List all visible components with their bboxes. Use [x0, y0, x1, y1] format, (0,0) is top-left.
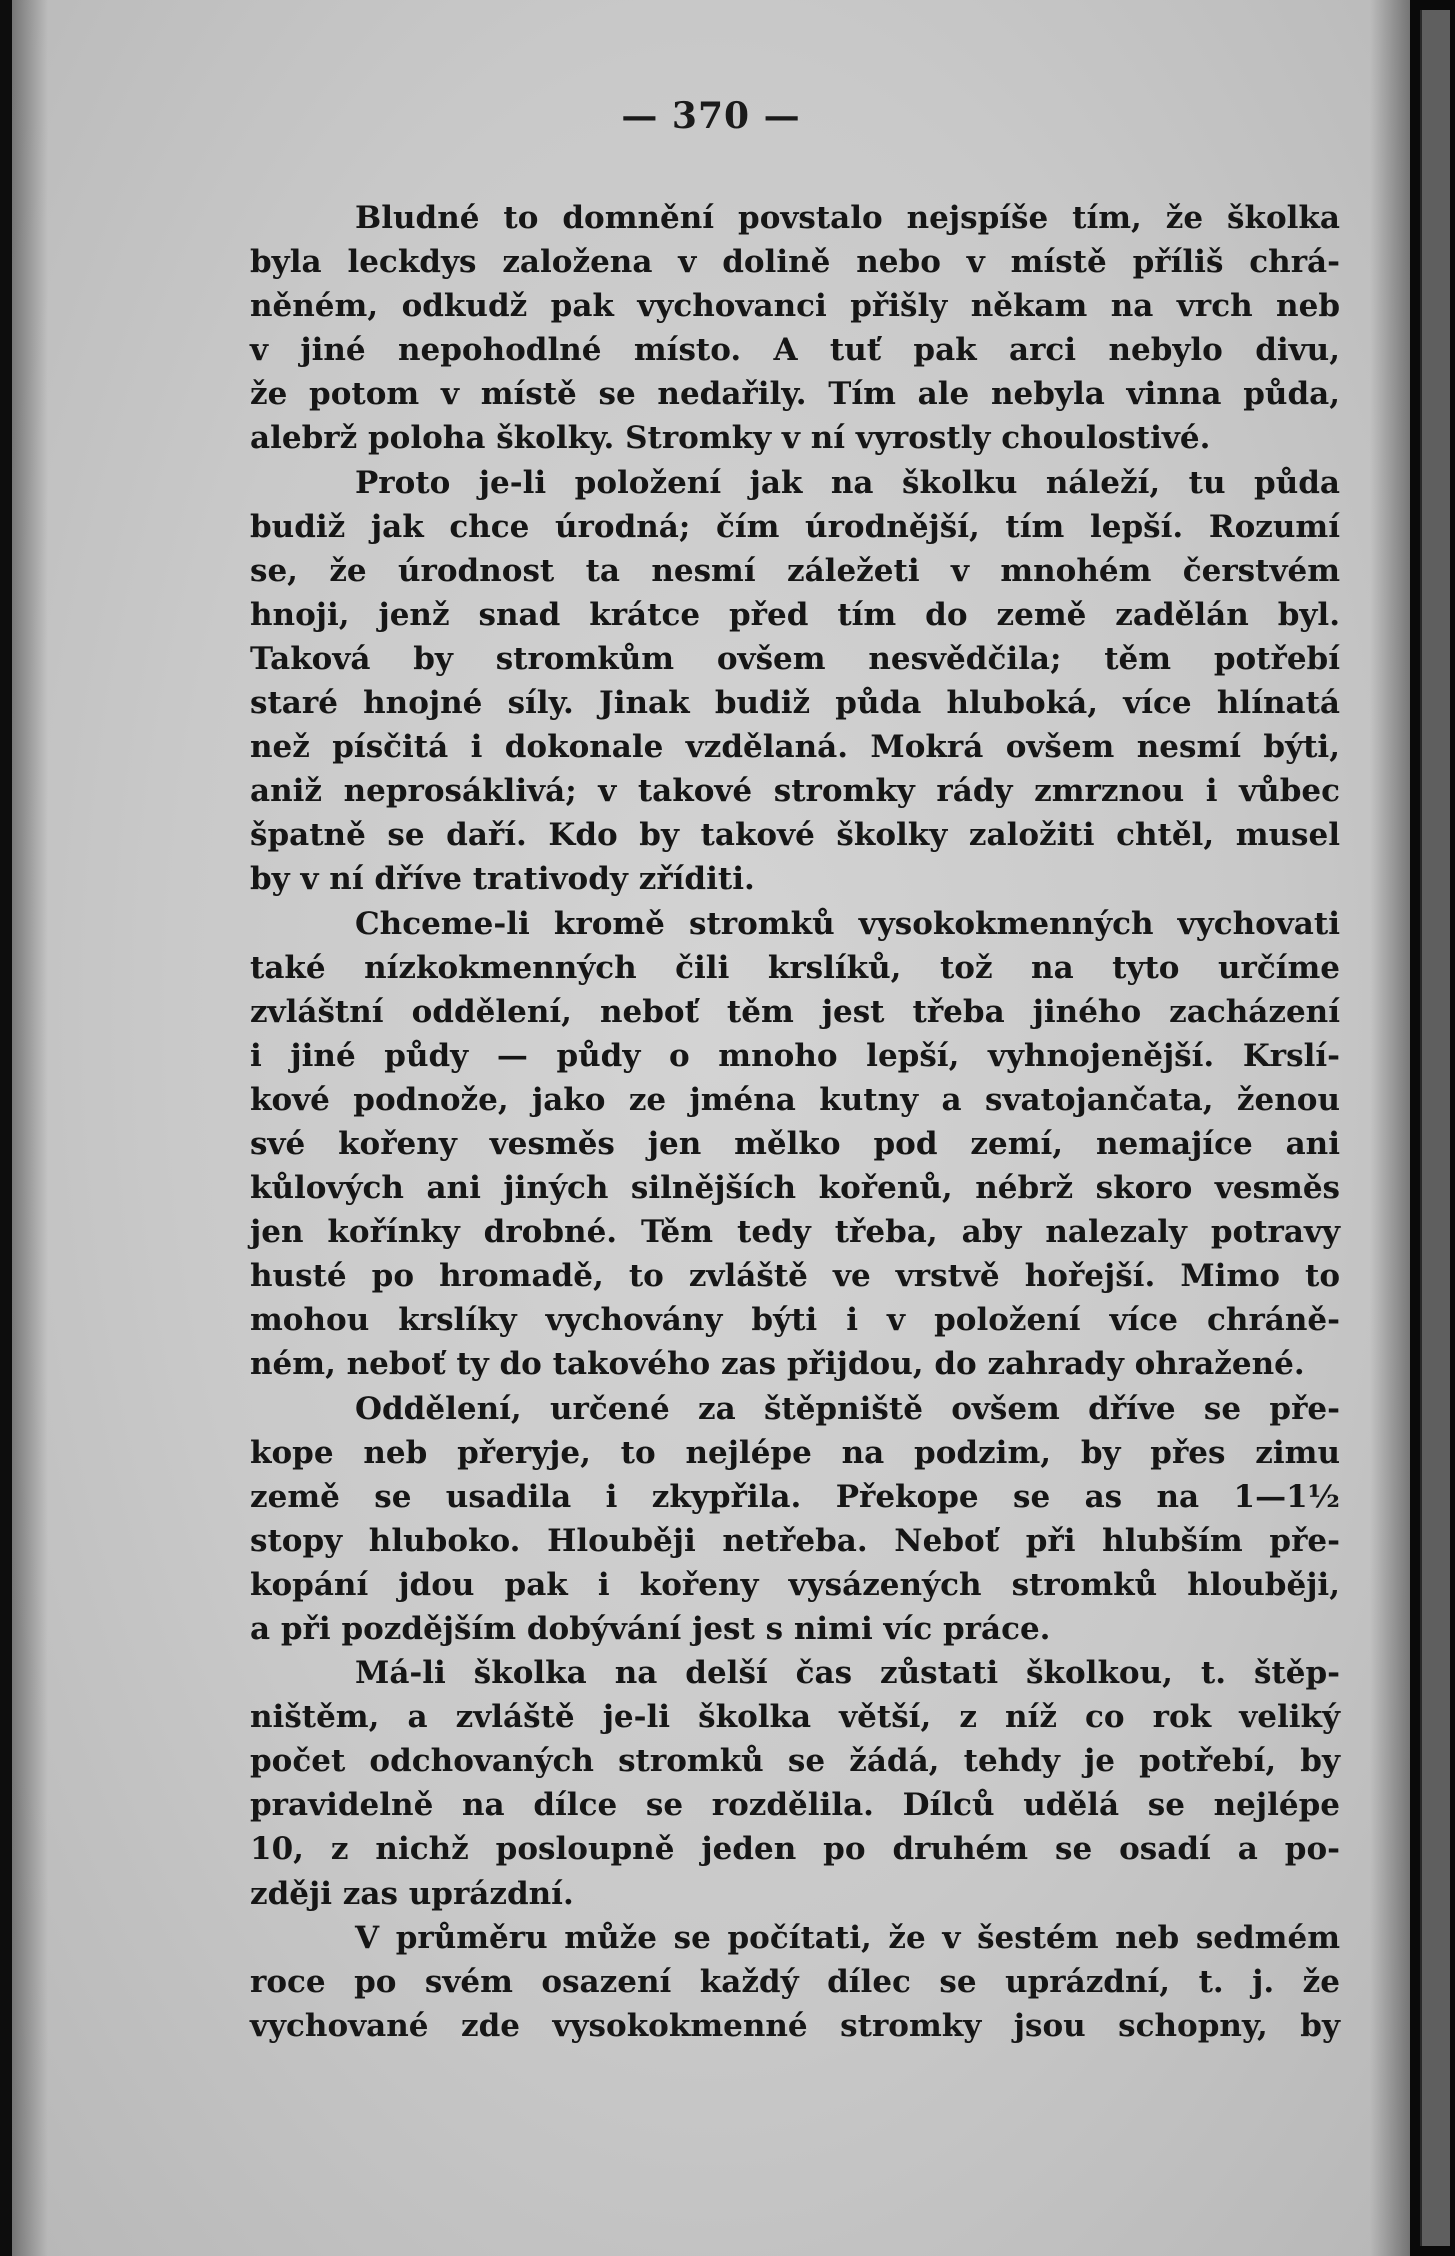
text-line: aniž neprosáklivá; v takové stromky rády zmrznou i vůbec — [250, 773, 1340, 810]
body-text — [250, 196, 1340, 2048]
text-line: také nízkokmenných čili krslíků, tož na tyto určíme — [250, 949, 1340, 986]
text-line: počet odchovaných stromků se žádá, tehdy je potřebí, by — [250, 1743, 1340, 1780]
text-line: 10, z nichž posloupně jeden po druhém se osadí a po- — [250, 1831, 1340, 1868]
text-line: alebrž poloha školky. Stromky v ní vyrostly choulostivé. — [250, 420, 1211, 457]
text-line: zději zas uprázdní. — [250, 1875, 574, 1912]
page-shadow-right — [1370, 0, 1410, 2256]
text-line: zvláštní oddělení, neboť těm jest třeba jiného zacházení — [250, 993, 1340, 1030]
text-line: špatně se daří. Kdo by takové školky založiti chtěl, musel — [250, 817, 1340, 854]
text-line: V průměru může se počítati, že v šestém neb sedmém — [355, 1919, 1340, 1956]
text-line: Oddělení, určené za štěpniště ovšem dříve se pře- — [355, 1390, 1340, 1427]
text-line: ném, neboť ty do takového zas přijdou, do zahrady ohražené. — [250, 1346, 1305, 1383]
text-line: že potom v místě se nedařily. Tím ale nebyla vinna půda, — [250, 376, 1340, 413]
text-line: v jiné nepohodlné místo. A tuť pak arci nebylo divu, — [250, 332, 1340, 369]
text-line: Má-li školka na delší čas zůstati školkou, t. štěp- — [355, 1655, 1340, 1692]
text-line: mohou krslíky vychovány býti i v položení více chráně- — [250, 1302, 1340, 1339]
text-line: země se usadila i zkypřila. Překope se as na 1—1½ — [250, 1478, 1340, 1515]
text-line: Chceme-li kromě stromků vysokokmenných vychovati — [355, 905, 1340, 942]
text-line: kové podnože, jako ze jména kutny a svatojančata, ženou — [250, 1081, 1340, 1118]
text-line: i jiné půdy — půdy o mnoho lepší, vyhnojenější. Krslí- — [250, 1037, 1340, 1074]
text-line: ništěm, a zvláště je-li školka větší, z níž co rok veliký — [250, 1699, 1340, 1736]
text-line: Proto je-li položení jak na školku náleží, tu půda — [355, 464, 1340, 501]
text-line: jen kořínky drobné. Těm tedy třeba, aby nalezaly potravy — [250, 1214, 1340, 1251]
adjacent-page-edge — [1410, 0, 1455, 2256]
book-page — [12, 0, 1410, 2256]
page-number: — 370 — — [621, 95, 801, 137]
text-line: něném, odkudž pak vychovanci přišly někam na vrch neb — [250, 288, 1340, 325]
text-line: Taková by stromkům ovšem nesvědčila; těm potřebí — [250, 640, 1340, 677]
text-line: pravidelně na dílce se rozdělila. Dílců udělá se nejlépe — [250, 1787, 1340, 1824]
page-shadow-left — [12, 0, 48, 2256]
text-line: stopy hluboko. Hlouběji netřeba. Neboť při hlubším pře- — [250, 1522, 1340, 1559]
text-line: Bludné to domnění povstalo nejspíše tím, že školka — [355, 200, 1340, 236]
text-line: své kořeny vesměs jen mělko pod zemí, nemajíce ani — [250, 1125, 1340, 1162]
text-line: kůlových ani jiných silnějších kořenů, nébrž skoro vesměs — [250, 1170, 1340, 1207]
text-line: vychované zde vysokokmenné stromky jsou schopny, by — [250, 2007, 1340, 2044]
text-line: než písčitá i dokonale vzdělaná. Mokrá ovšem nesmí býti, — [250, 729, 1340, 766]
text-line: kopání jdou pak i kořeny vysázených stromků hlouběji, — [250, 1566, 1340, 1603]
text-line: budiž jak chce úrodná; čím úrodnější, tím lepší. Rozumí — [250, 508, 1340, 545]
text-line: a při pozdějším dobývání jest s nimi víc práce. — [250, 1611, 1051, 1647]
text-line: roce po svém osazení každý dílec se uprázdní, t. j. že — [250, 1963, 1340, 2000]
text-line: kope neb přeryje, to nejlépe na podzim, by přes zimu — [250, 1434, 1340, 1471]
text-line: se, že úrodnost ta nesmí záležeti v mnohém čerstvém — [250, 552, 1340, 589]
text-line: hnoji, jenž snad krátce před tím do země zadělán byl. — [250, 596, 1340, 633]
text-line: husté po hromadě, to zvláště ve vrstvě hořejší. Mimo to — [250, 1258, 1340, 1295]
text-line: byla leckdys založena v dolině nebo v místě příliš chrá- — [250, 244, 1340, 281]
text-line: staré hnojné síly. Jinak budiž půda hluboká, více hlínatá — [250, 685, 1340, 722]
text-line: by v ní dříve trativody zříditi. — [250, 861, 755, 898]
adjacent-page-strip — [1420, 10, 1450, 2246]
